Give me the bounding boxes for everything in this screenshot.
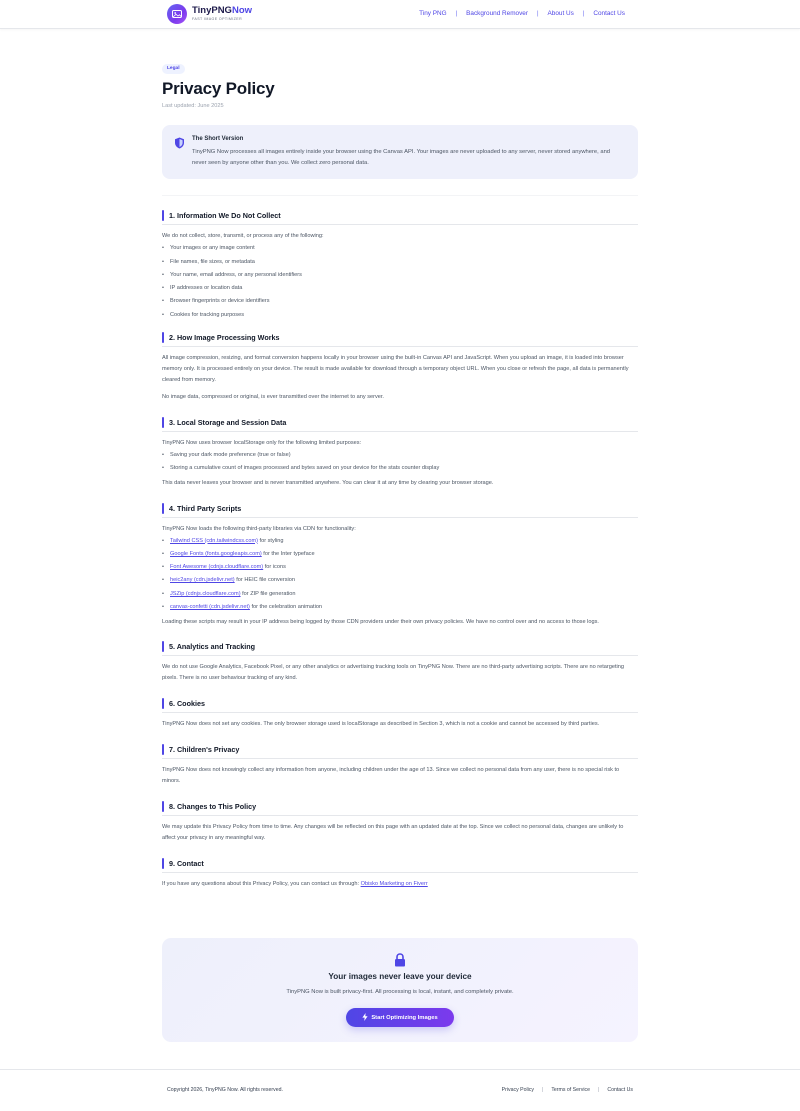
section-information-not-collected bbox=[162, 210, 638, 318]
list-item bbox=[162, 578, 638, 584]
image-sparkle-icon bbox=[167, 4, 187, 24]
site-header bbox=[0, 0, 800, 29]
list-item-text: for icons bbox=[263, 564, 286, 571]
fiverr-contact-link[interactable]: Obisko Marketing on Fiverr bbox=[360, 880, 428, 887]
list-item: • Browser fingerprints or device identifiers bbox=[162, 299, 638, 305]
list-item-text: for the celebration animation bbox=[249, 603, 323, 610]
section-contact bbox=[162, 858, 638, 890]
section-title: 9. Contact bbox=[169, 858, 204, 868]
policy-content bbox=[162, 56, 638, 890]
section-heading bbox=[162, 210, 638, 225]
section-paragraph: We do not collect, store, transmit, or process any of the following: bbox=[162, 233, 324, 240]
bullet-list bbox=[162, 246, 638, 318]
section-accent-bar bbox=[162, 210, 164, 221]
nav-separator: | bbox=[536, 10, 539, 17]
brand-tagline: FAST IMAGE OPTIMIZER bbox=[192, 16, 243, 21]
start-optimizing-label: Start Optimizing Images bbox=[371, 1014, 438, 1021]
brand-name bbox=[192, 6, 252, 16]
list-item: • Storing a cumulative count of images processed and bytes saved on your device for the stats counter display bbox=[162, 466, 638, 472]
shield-icon bbox=[174, 136, 186, 168]
section-paragraph: TinyPNG Now does not set any cookies. The only browser storage used is localStorage as described in Section 3, which is not a cookie and cannot be accessed by third parties. bbox=[162, 721, 600, 728]
section-title: 7. Children's Privacy bbox=[169, 745, 240, 755]
footer-link-terms-of-service[interactable]: Terms of Service bbox=[551, 1087, 590, 1093]
section-local-storage bbox=[162, 417, 638, 489]
footer-separator: | bbox=[597, 1087, 600, 1093]
tailwind-cdn-link[interactable]: Tailwind CSS (cdn.tailwindcss.com) bbox=[170, 537, 258, 544]
footer-nav bbox=[502, 1087, 633, 1093]
section-third-party-scripts bbox=[162, 503, 638, 628]
list-item bbox=[162, 565, 638, 571]
section-paragraph: TinyPNG Now uses browser localStorage only for the following limited purposes: bbox=[162, 439, 362, 446]
section-paragraph: No image data, compressed or original, is ever transmitted over the internet to any server. bbox=[162, 394, 384, 401]
section-heading bbox=[162, 744, 638, 759]
section-accent-bar bbox=[162, 641, 164, 652]
brand-name-accent: Now bbox=[231, 5, 253, 17]
list-item: • File names, file sizes, or metadata bbox=[162, 260, 638, 266]
font-awesome-cdn-link[interactable]: Font Awesome (cdnjs.cloudflare.com) bbox=[170, 564, 264, 571]
divider bbox=[162, 195, 638, 196]
nav-link-about-us[interactable]: About Us bbox=[547, 10, 574, 17]
legal-badge: Legal bbox=[162, 64, 185, 74]
brand-wordmark bbox=[192, 6, 252, 21]
section-paragraph: TinyPNG Now loads the following third-party libraries via CDN for functionality: bbox=[162, 525, 356, 532]
section-title: 6. Cookies bbox=[169, 699, 205, 709]
section-analytics bbox=[162, 641, 638, 684]
list-item: • Cookies for tracking purposes bbox=[162, 313, 638, 319]
list-item-text: for ZIP file generation bbox=[240, 590, 296, 597]
section-heading bbox=[162, 503, 638, 518]
site-footer bbox=[0, 1069, 800, 1111]
brand-logo-link[interactable] bbox=[167, 4, 252, 24]
list-item: • Your images or any image content bbox=[162, 246, 638, 252]
jszip-cdn-link[interactable]: JSZip (cdnjs.cloudflare.com) bbox=[170, 590, 241, 597]
section-paragraph: This data never leaves your browser and is never transmitted anywhere. You can clear it at any time by clearing your browser storage. bbox=[162, 479, 494, 486]
section-paragraph: TinyPNG Now does not knowingly collect any information from anyone, including children under the age of 13. Since we collect no personal data from any user, there is no special risk to minors. bbox=[162, 767, 620, 785]
contact-text: If you have any questions about this Privacy Policy, you can contact us through: bbox=[162, 880, 361, 887]
footer-link-contact-us[interactable]: Contact Us bbox=[607, 1087, 633, 1093]
section-image-processing bbox=[162, 332, 638, 403]
cta-title: Your images never leave your device bbox=[328, 972, 472, 981]
main-nav bbox=[419, 10, 625, 17]
section-paragraph: Loading these scripts may result in your IP address being logged by those CDN providers under their own privacy policies. We have no control over and no access to those logs. bbox=[162, 618, 599, 625]
section-accent-bar bbox=[162, 858, 164, 869]
list-item-text: for HEIC file conversion bbox=[234, 577, 295, 584]
section-accent-bar bbox=[162, 503, 164, 514]
list-item-text: for the Inter typeface bbox=[261, 550, 315, 557]
section-accent-bar bbox=[162, 744, 164, 755]
section-title: 4. Third Party Scripts bbox=[169, 503, 242, 513]
section-paragraph: We do not use Google Analytics, Facebook Pixel, or any other analytics or advertising tracking tools on TinyPNG Now. There are no third-party advertising scripts. There are no retargeting pixels. There is no user behaviour tracking of any kind. bbox=[162, 664, 625, 682]
section-heading bbox=[162, 858, 638, 873]
short-version-card bbox=[162, 125, 638, 179]
privacy-cta-card bbox=[162, 938, 638, 1042]
section-heading bbox=[162, 332, 638, 347]
section-paragraph: All image compression, resizing, and format conversion happens locally in your browser using the built-in Canvas API and JavaScript. When you upload an image, it is loaded into browser memory only. It is processed entirely on your device. The result is made available for download through a temporary object URL. When you close or refresh the page, all data is permanently cleared from memory. bbox=[162, 355, 629, 384]
cta-subtitle: TinyPNG Now is built privacy-first. All processing is local, instant, and completely private. bbox=[286, 989, 514, 995]
section-accent-bar bbox=[162, 417, 164, 428]
list-item bbox=[162, 539, 638, 545]
section-paragraph: We may update this Privacy Policy from time to time. Any changes will be reflected on this page with an updated date at the top. Since we collect no personal data, changes are unlikely to affect your privacy in any meaningful way. bbox=[162, 824, 624, 841]
section-title: 5. Analytics and Tracking bbox=[169, 642, 256, 652]
section-heading bbox=[162, 801, 638, 816]
nav-separator: | bbox=[455, 10, 458, 17]
cdn-list bbox=[162, 539, 638, 611]
section-heading bbox=[162, 417, 638, 432]
start-optimizing-button[interactable] bbox=[346, 1008, 454, 1027]
section-heading bbox=[162, 698, 638, 713]
short-version-body: TinyPNG Now processes all images entirely inside your browser using the Canvas API. Your images are never uploaded to any server, never stored anywhere, and never seen by anyone other than you. We collect zero personal data. bbox=[192, 149, 611, 166]
section-title: 8. Changes to This Policy bbox=[169, 802, 257, 811]
section-title: 3. Local Storage and Session Data bbox=[169, 417, 287, 427]
nav-separator: | bbox=[582, 10, 585, 17]
list-item bbox=[162, 605, 638, 611]
short-version-title: The Short Version bbox=[192, 136, 244, 142]
section-cookies bbox=[162, 698, 638, 730]
last-updated: Last updated: June 2025 bbox=[162, 103, 224, 109]
section-policy-changes bbox=[162, 801, 638, 844]
heic2any-cdn-link[interactable]: heic2any (cdn.jsdelivr.net) bbox=[170, 577, 235, 584]
section-title: 1. Information We Do Not Collect bbox=[169, 211, 281, 221]
list-item bbox=[162, 592, 638, 598]
list-item-text: for styling bbox=[257, 537, 284, 544]
page-title: Privacy Policy bbox=[162, 79, 275, 98]
section-title: 2. How Image Processing Works bbox=[169, 333, 280, 343]
section-accent-bar bbox=[162, 698, 164, 709]
bolt-icon bbox=[362, 1013, 368, 1023]
section-heading bbox=[162, 641, 638, 656]
short-version-text bbox=[192, 136, 626, 168]
bullet-list bbox=[162, 453, 638, 472]
copyright: Copyright 2026, TinyPNG Now. All rights reserved. bbox=[167, 1087, 283, 1093]
nav-link-contact-us[interactable]: Contact Us bbox=[593, 10, 625, 17]
footer-link-privacy-policy[interactable]: Privacy Policy bbox=[501, 1087, 534, 1093]
list-item bbox=[162, 552, 638, 558]
section-accent-bar bbox=[162, 332, 164, 343]
list-item: • IP addresses or location data bbox=[162, 286, 638, 292]
brand-name-main: TinyPNG bbox=[192, 5, 232, 17]
list-item: • Your name, email address, or any personal identifiers bbox=[162, 273, 638, 279]
canvas-confetti-cdn-link[interactable]: canvas-confetti (cdn.jsdelivr.net) bbox=[170, 603, 250, 610]
section-childrens-privacy bbox=[162, 744, 638, 787]
list-item: • Saving your dark mode preference (true or false) bbox=[162, 453, 638, 459]
google-fonts-cdn-link[interactable]: Google Fonts (fonts.googleapis.com) bbox=[170, 550, 262, 557]
section-accent-bar bbox=[162, 801, 164, 812]
nav-link-tiny-png[interactable]: Tiny PNG bbox=[419, 10, 447, 17]
lock-icon bbox=[394, 953, 406, 972]
footer-separator: | bbox=[541, 1087, 544, 1093]
nav-link-background-remover[interactable]: Background Remover bbox=[466, 10, 528, 17]
section-paragraph bbox=[162, 879, 638, 890]
